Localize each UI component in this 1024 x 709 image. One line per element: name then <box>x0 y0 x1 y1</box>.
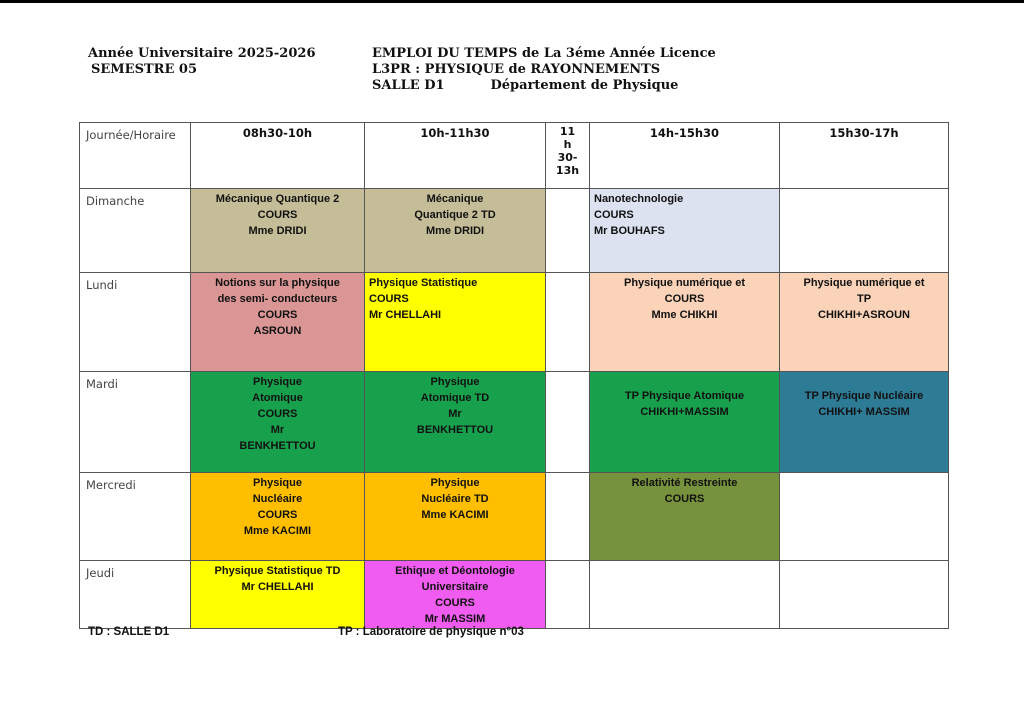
course-text-line: COURS <box>257 209 298 221</box>
table-row <box>80 561 949 629</box>
day-label: Mardi <box>80 372 191 473</box>
course-text-line: COURS <box>369 293 409 305</box>
course-text-line: COURS <box>664 493 705 505</box>
break-cell <box>546 561 590 629</box>
course-text-line: CHIKHI+ MASSIM <box>818 406 910 418</box>
header-text-line: h <box>563 138 572 151</box>
course-text-line: Atomique <box>252 392 303 404</box>
timetable-header-row <box>80 123 949 189</box>
course-cell <box>780 273 949 372</box>
course-text-line: Mme KACIMI <box>243 525 312 537</box>
course-text-line: Mécanique Quantique 2 <box>215 193 340 205</box>
department: Département de Physique <box>490 78 679 93</box>
course-cell <box>590 372 780 473</box>
course-text-line: CHIKHI+MASSIM <box>640 406 729 418</box>
course-text-line: Physique <box>430 477 480 489</box>
slot-header-1: 08h30-10h <box>191 123 365 189</box>
course-text-line: COURS <box>594 209 634 221</box>
course-text-line: TP Physique Atomique <box>624 390 745 402</box>
day-label: Dimanche <box>80 189 191 273</box>
top-border-line <box>0 0 1024 3</box>
course-cell <box>365 561 546 629</box>
course-cell <box>590 273 780 372</box>
slot-header-2: 10h-11h30 <box>365 123 546 189</box>
slot-header-4: 14h-15h30 <box>590 123 780 189</box>
course-text-line: Mr CHELLAHI <box>369 309 442 321</box>
course-text-line: Ethique et Déontologie <box>395 565 515 577</box>
course-text-line: Mme CHIKHI <box>651 309 718 321</box>
course-text-line: Mr CHELLAHI <box>241 581 314 593</box>
course-text-line: COURS <box>257 509 298 521</box>
room-department-line <box>372 78 716 94</box>
course-cell <box>191 273 365 372</box>
course-text-line: BENKHETTOU <box>239 440 316 452</box>
table-row <box>80 372 949 473</box>
day-label: Lundi <box>80 273 191 372</box>
course-text-line: des semi- conducteurs <box>217 293 338 305</box>
course-text-line: Mr BOUHAFS <box>594 225 665 237</box>
course-text-line: COURS <box>664 293 705 305</box>
course-text-line: Notions sur la physique <box>215 277 340 289</box>
academic-year: Année Universitaire 2025-2026 <box>88 46 316 61</box>
header-text-line: 11 <box>559 125 576 138</box>
course-text-line: CHIKHI+ASROUN <box>818 309 910 321</box>
course-text-line: Mécanique <box>426 193 484 205</box>
room: SALLE D1 <box>372 78 445 93</box>
course-text-line: Physique numérique et <box>803 277 925 289</box>
header-text-line: 13h <box>555 164 580 177</box>
timetable <box>79 122 949 629</box>
course-text-line: Relativité Restreinte <box>631 477 738 489</box>
course-text-line: Nucléaire TD <box>421 493 489 505</box>
slot-header-5: 15h30-17h <box>780 123 949 189</box>
course-cell <box>365 372 546 473</box>
course-text-line: Mme DRIDI <box>248 225 307 237</box>
slot-header-break <box>546 123 590 189</box>
corner-header: Journée/Horaire <box>80 123 191 189</box>
course-text-line: TP Physique Nucléaire <box>804 390 924 402</box>
course-cell <box>365 189 546 273</box>
program-name: L3PR : PHYSIQUE de RAYONNEMENTS <box>372 62 661 77</box>
course-text-line: Atomique TD <box>420 392 490 404</box>
table-row <box>80 473 949 561</box>
course-cell <box>365 273 546 372</box>
break-cell <box>546 473 590 561</box>
footer-tp-lab: TP : Laboratoire de physique n°03 <box>338 626 524 638</box>
day-label: Mercredi <box>80 473 191 561</box>
course-cell <box>191 189 365 273</box>
course-cell <box>590 561 780 629</box>
course-text-line: Physique Statistique <box>369 277 478 289</box>
course-text-line: Mr <box>448 408 462 420</box>
course-cell <box>780 473 949 561</box>
course-text-line: Physique numérique et <box>623 277 746 289</box>
header-left <box>88 46 316 78</box>
course-text-line: COURS <box>435 597 475 609</box>
course-text-line: Mr MASSIM <box>424 613 486 625</box>
course-text-line: BENKHETTOU <box>416 424 494 436</box>
course-text-line: Physique <box>430 376 480 388</box>
course-cell <box>590 189 780 273</box>
table-row <box>80 189 949 273</box>
course-text-line: Mme KACIMI <box>421 509 489 521</box>
course-cell <box>191 372 365 473</box>
header-text-line: 30- <box>557 151 578 164</box>
course-text-line: Physique Statistique TD <box>214 565 341 577</box>
course-text-line: Nanotechnologie <box>594 193 684 205</box>
footer-td-room: TD : SALLE D1 <box>88 626 170 638</box>
day-label: Jeudi <box>80 561 191 629</box>
course-cell <box>365 473 546 561</box>
course-cell <box>191 561 365 629</box>
course-text-line: Universitaire <box>421 581 489 593</box>
course-text-line: Mme DRIDI <box>425 225 485 237</box>
course-text-line: ASROUN <box>253 325 302 337</box>
course-cell <box>191 473 365 561</box>
course-text-line: Mr <box>270 424 285 436</box>
course-text-line: Quantique 2 TD <box>414 209 496 221</box>
course-text-line: COURS <box>257 309 298 321</box>
course-cell <box>780 561 949 629</box>
break-cell <box>546 189 590 273</box>
course-cell <box>780 372 949 473</box>
course-text-line: TP <box>856 293 872 305</box>
break-cell <box>546 372 590 473</box>
break-cell <box>546 273 590 372</box>
course-cell <box>590 473 780 561</box>
header-right <box>372 46 716 94</box>
course-text-line: Nucléaire <box>252 493 303 505</box>
course-text-line: Physique <box>253 376 302 388</box>
course-cell <box>780 189 949 273</box>
document-title: EMPLOI DU TEMPS de La 3éme Année Licence <box>372 46 716 61</box>
course-text-line: COURS <box>257 408 298 420</box>
table-row <box>80 273 949 372</box>
course-text-line: Physique <box>253 477 302 489</box>
semester: SEMESTRE 05 <box>91 62 197 77</box>
